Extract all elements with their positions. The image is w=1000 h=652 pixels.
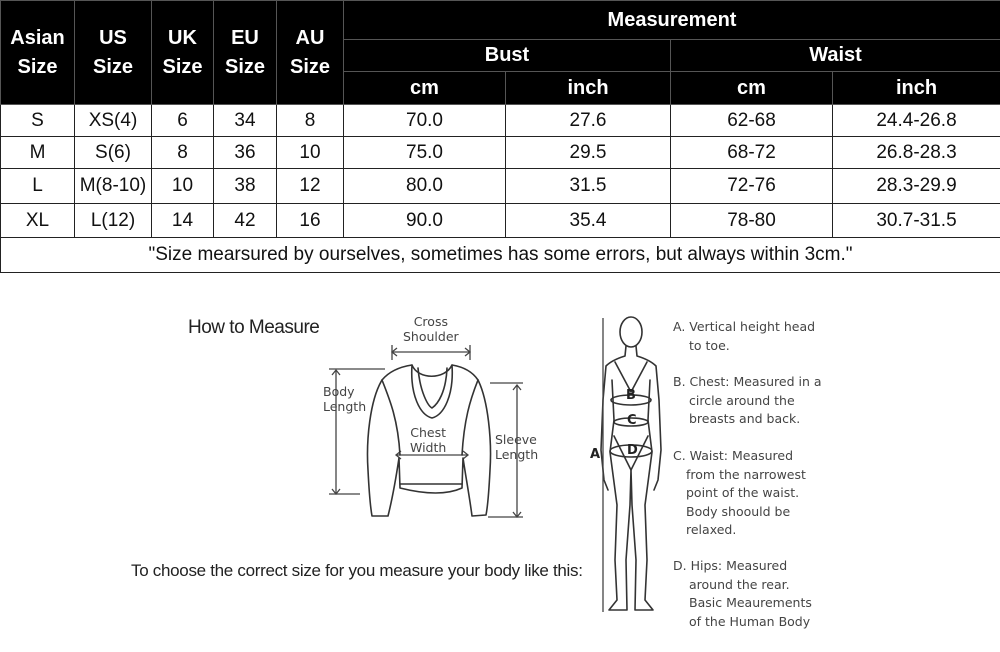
choose-size-instruction: To choose the correct size for you measure your body like this: [131,561,583,580]
figure-label-d: D [627,443,638,458]
cell-asian: S [1,105,75,137]
cell-au: 16 [277,204,344,238]
body-figure-diagram [585,310,670,620]
table-note: "Size mearsured by ourselves, sometimes has some errors, but always within 3cm." [1,238,1000,273]
cell-waist-inch: 28.3-29.9 [833,169,1000,204]
note-b: B. Chest: Measured in a circle around the breasts and back. [673,374,822,426]
cell-bust-inch: 35.4 [506,204,671,238]
cell-uk: 14 [152,204,214,238]
cell-asian: L [1,169,75,204]
cell-eu: 38 [214,169,277,204]
cell-bust-cm: 90.0 [344,204,506,238]
header-asian-size: Asian Size [1,1,75,105]
header-waist: Waist [671,40,1000,72]
cell-bust-cm: 75.0 [344,137,506,169]
cell-us: M(8-10) [75,169,152,204]
table-row [1,204,1000,238]
figure-label-b: B [626,388,636,403]
figure-label-a: A [590,447,601,462]
cell-waist-inch: 26.8-28.3 [833,137,1000,169]
how-to-measure-title: How to Measure [188,317,320,338]
cell-waist-cm: 78-80 [671,204,833,238]
cell-waist-inch: 30.7-31.5 [833,204,1000,238]
table-row [1,137,1000,169]
cell-au: 12 [277,169,344,204]
cell-uk: 10 [152,169,214,204]
cell-uk: 8 [152,137,214,169]
header-waist-inch: inch [833,72,1000,105]
cell-us: L(12) [75,204,152,238]
cell-waist-cm: 68-72 [671,137,833,169]
header-bust: Bust [344,40,671,72]
chest-width-label: Chest Width [410,425,447,455]
cross-shoulder-label: Cross Shoulder [403,314,459,344]
header-bust-cm: cm [344,72,506,105]
table-row [1,105,1000,137]
cell-waist-inch: 24.4-26.8 [833,105,1000,137]
cell-au: 10 [277,137,344,169]
cell-asian: M [1,137,75,169]
cell-eu: 42 [214,204,277,238]
sleeve-length-label: Sleeve Length [495,432,539,462]
cell-asian: XL [1,204,75,238]
cell-waist-cm: 72-76 [671,169,833,204]
note-a: A. Vertical height head to toe. [673,319,816,353]
note-d: D. Hips: Measured around the rear. Basic Meaurements of the Human Body [673,558,812,629]
cell-bust-inch: 27.6 [506,105,671,137]
cell-us: S(6) [75,137,152,169]
header-measurement: Measurement [344,1,1000,40]
cell-uk: 6 [152,105,214,137]
cell-eu: 34 [214,105,277,137]
figure-label-c: C [627,413,637,428]
cell-waist-cm: 62-68 [671,105,833,137]
header-us-size: US Size [75,1,152,105]
cell-bust-inch: 29.5 [506,137,671,169]
header-au-size: AU Size [277,1,344,105]
note-c: C. Waist: Measured from the narrowest point of the waist. Body shoould be relaxed. [673,448,806,537]
header-eu-size: EU Size [214,1,277,105]
cell-bust-cm: 80.0 [344,169,506,204]
cell-bust-inch: 31.5 [506,169,671,204]
header-waist-cm: cm [671,72,833,105]
table-row [1,169,1000,204]
header-bust-inch: inch [506,72,671,105]
cell-au: 8 [277,105,344,137]
cell-eu: 36 [214,137,277,169]
header-uk-size: UK Size [152,1,214,105]
size-chart-table [0,0,1000,273]
cell-us: XS(4) [75,105,152,137]
cell-bust-cm: 70.0 [344,105,506,137]
body-length-label: Body Length [323,384,367,414]
